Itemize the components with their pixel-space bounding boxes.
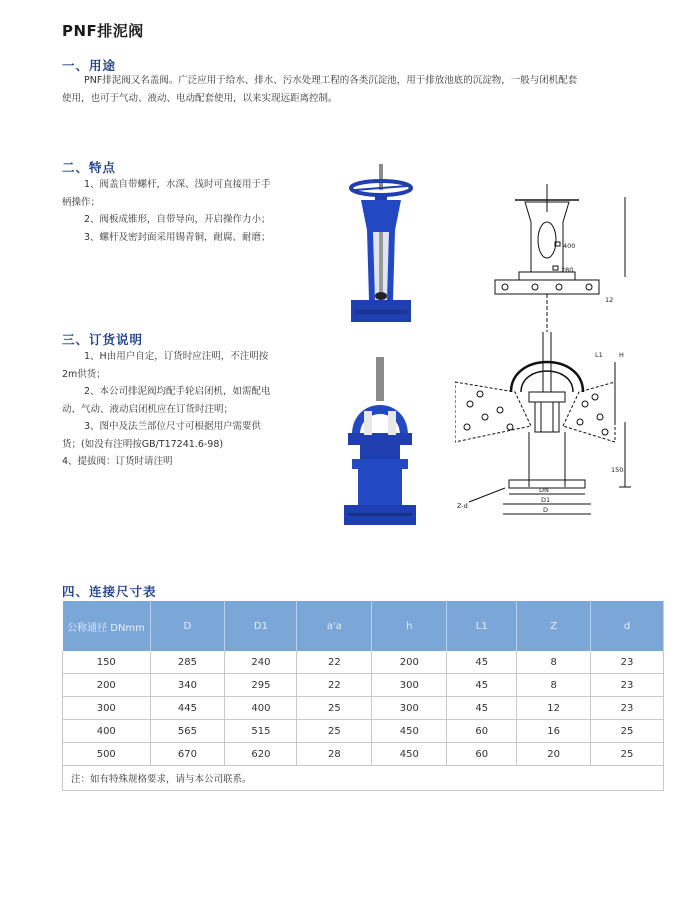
dim-label-dn: DN [539, 486, 549, 494]
table-header-cell: 公称通径 DNmm [63, 601, 151, 651]
ordering-line: 4、提拔阀：订货时请注明 [62, 456, 173, 467]
table-header-cell: d [591, 601, 664, 651]
table-cell: 16 [517, 720, 591, 743]
section-ordering-heading: 三、订货说明 [62, 332, 144, 347]
table-cell: 300 [372, 697, 447, 720]
features-line: 3、螺杆及密封面采用锡青铜，耐腐、耐磨； [84, 231, 271, 243]
drawing-dimension-labels [455, 182, 640, 522]
dim-label-d: D [543, 506, 549, 514]
usage-line: 使用，也可于气动、液动、电动配套使用，以来实现远距离控制。 [62, 92, 338, 104]
table-cell: 28 [297, 743, 372, 766]
table-cell: 60 [447, 743, 517, 766]
table-cell: 285 [150, 651, 225, 674]
valve-photo-handwheel [335, 160, 425, 340]
section-usage-heading: 一、用途 [62, 58, 117, 73]
table-cell: 300 [63, 697, 151, 720]
table-cell: 400 [63, 720, 151, 743]
dim-label-150: 150 [611, 466, 624, 474]
table-cell: 45 [447, 651, 517, 674]
section-usage-text [62, 72, 672, 107]
table-cell: 445 [150, 697, 225, 720]
table-cell: 25 [297, 697, 372, 720]
table-note: 注：如有特殊规格要求，请与本公司联系。 [63, 766, 664, 791]
dimension-table [62, 601, 664, 791]
table-cell: 450 [372, 743, 447, 766]
table-cell: 22 [297, 674, 372, 697]
table-note-row [63, 766, 664, 791]
table-cell: 240 [225, 651, 297, 674]
table-cell: 200 [63, 674, 151, 697]
table-cell: 23 [591, 697, 664, 720]
table-cell: 25 [591, 743, 664, 766]
ordering-line: 1、H由用户自定，订货时应注明，不注明按 [84, 351, 269, 362]
ordering-line: 2m供货； [62, 368, 106, 380]
table-cell: 45 [447, 674, 517, 697]
table-header-row [63, 601, 664, 651]
table-cell: 23 [591, 651, 664, 674]
table-cell: 20 [517, 743, 591, 766]
section-table-heading: 四、连接尺寸表 [62, 584, 157, 599]
table-cell: 400 [225, 697, 297, 720]
table-cell: 300 [372, 674, 447, 697]
technical-drawing [455, 182, 640, 522]
table-header-cell: h [372, 601, 447, 651]
table-cell: 450 [372, 720, 447, 743]
page-title: PNF排泥阀 [62, 22, 144, 40]
features-line: 2、阀板成锥形，自带导向，开启操作力小； [84, 214, 271, 225]
table-cell: 12 [517, 697, 591, 720]
table-header-cell: D1 [225, 601, 297, 651]
dim-label-h: H [619, 351, 624, 359]
table-cell: 8 [517, 651, 591, 674]
dim-label-d1: D1 [541, 496, 551, 504]
features-line: 柄操作； [62, 196, 101, 208]
dim-label-400: 400 [563, 242, 576, 250]
dim-label-zd: Z-d [457, 502, 468, 510]
table-row [63, 651, 664, 674]
table-cell: 60 [447, 720, 517, 743]
table-row [63, 697, 664, 720]
table-cell: 8 [517, 674, 591, 697]
features-line: 1、阀盖自带螺杆，水深、浅时可直接用于手 [84, 179, 271, 190]
ordering-line: 动、气动、液动启闭机应在订货时注明； [62, 403, 234, 415]
table-cell: 45 [447, 697, 517, 720]
table-cell: 565 [150, 720, 225, 743]
table-cell: 25 [591, 720, 664, 743]
valve-photo-dome [330, 355, 430, 545]
table-cell: 620 [225, 743, 297, 766]
dim-label-12: 12 [605, 296, 614, 304]
table-cell: 25 [297, 720, 372, 743]
usage-line: PNF排泥阀又名盖阀。广泛应用于给水、排水、污水处理工程的各类沉淀池，用于排放池底的沉淀物，一般与闭机配套 [84, 75, 578, 86]
table-cell: 670 [150, 743, 225, 766]
dim-label-l1: L1 [595, 351, 603, 359]
table-row [63, 720, 664, 743]
table-cell: 200 [372, 651, 447, 674]
section-ordering-text [62, 348, 322, 471]
table-header-cell: Z [517, 601, 591, 651]
table-cell: 150 [63, 651, 151, 674]
table-cell: 515 [225, 720, 297, 743]
table-cell: 340 [150, 674, 225, 697]
table-row [63, 743, 664, 766]
ordering-line: 3、图中及法兰部位尺寸可根据用户需要供 [84, 421, 262, 432]
table-cell: 23 [591, 674, 664, 697]
table-body [63, 651, 664, 791]
dim-label-280: 280 [561, 266, 574, 274]
section-features-heading: 二、特点 [62, 160, 117, 175]
ordering-line: 2、本公司排泥阀均配手轮启闭机，如需配电 [84, 386, 271, 397]
table-header-cell: L1 [447, 601, 517, 651]
table-header-cell: D [150, 601, 225, 651]
table-cell: 22 [297, 651, 372, 674]
table-cell: 295 [225, 674, 297, 697]
section-features-text [62, 176, 322, 246]
table-row [63, 674, 664, 697]
table-header-cell: a'a [297, 601, 372, 651]
ordering-line: 货；(如没有注明按GB/T17241.6-98) [62, 438, 224, 450]
table-cell: 500 [63, 743, 151, 766]
